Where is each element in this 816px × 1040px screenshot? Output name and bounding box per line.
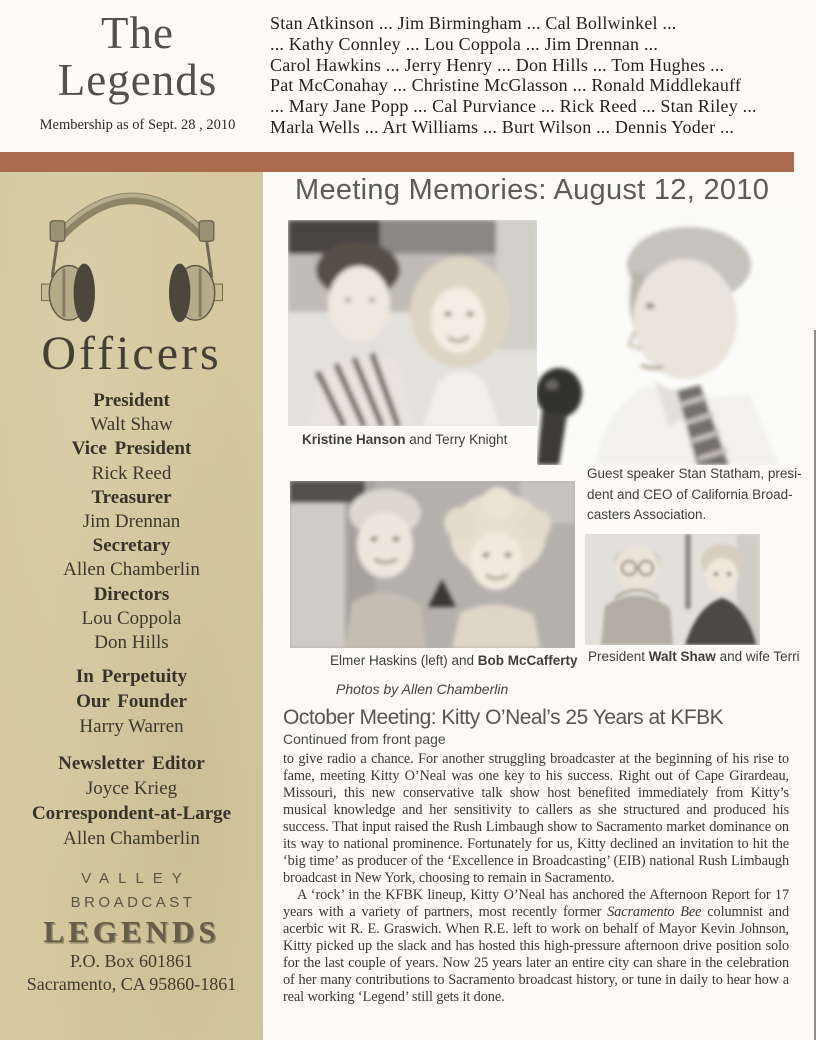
photo-stan-statham	[537, 213, 790, 465]
caption-photo1	[302, 432, 507, 447]
members-line: Stan Atkinson ... Jim Birmingham ... Cal Bollwinkel ...	[270, 13, 677, 33]
members-line: Marla Wells ... Art Williams ... Burt Wilson ... Dennis Yoder ...	[270, 116, 735, 137]
org-name-valley: VALLEY	[81, 870, 191, 888]
photo-kristine-hanson-terry-knight	[288, 220, 538, 426]
members-line: Carol Hawkins ... Jerry Henry ... Don Hills ... Tom Hughes ...	[270, 54, 725, 75]
in-perpetuity-block	[0, 664, 263, 739]
org-city-zip: Sacramento, CA 95860-1861	[26, 974, 237, 995]
photos-credit: Photos by Allen Chamberlin	[336, 681, 509, 697]
caption-photo1-rest: and Terry Knight	[405, 432, 508, 447]
sidebar	[0, 172, 263, 1040]
membership-date-note: Membership as of Sept. 28 , 2010	[39, 117, 236, 133]
officers-roster	[0, 389, 263, 655]
perpetuity-title: In Perpetuity	[75, 666, 188, 688]
editor-title: Newsletter Editor	[58, 753, 205, 775]
organization-block	[0, 870, 263, 996]
founder-name: Harry Warren	[79, 716, 184, 738]
article-paragraph-1: to give radio a chance. For another struggling broadcaster at the beginning of his rise to fame, meeting Kitty O’Neal was one key to his success. Right out of Cape Girardeau, Missouri, this new conservative talk show host benefited immediately from Kitty’s musical knowledge and her sensitivity to callers as she structured and produced his success. That input raised the Rush Limbaugh show to Sacramento market dominance on its way to national prominence. Fortunately for us, Kitty declined an invitation to hit the ‘big time’ as producer of the ‘Excellence in Broadcasting’ (EIB) national Rush Limbaugh broadcast in New York, choosing to remain in Sacramento.	[283, 751, 789, 886]
caption-photo2	[587, 464, 802, 526]
members-list	[270, 13, 805, 138]
caption-photo4-name: Walt Shaw	[648, 649, 716, 664]
correspondent-title: Correspondent-at-Large	[31, 802, 232, 824]
caption-photo3	[330, 653, 578, 668]
office-title: Vice President	[71, 438, 192, 460]
para2-post: columnist and acerbic wit R. E. Graswich. When R.E. left to work on behalf of Mayor Kevin Johnson, Kitty picked up the slack and has hosted this high-pressure afternoon drive position solo for the last couple of years. Now 25 years later an entire city can share in the celebration of her many contributions to Sacramento broadcast history, or tune in daily to hear how a real working ‘Legend’ still gets it done.	[283, 904, 789, 1005]
founder-title: Our Founder	[76, 691, 187, 713]
caption-photo4-rest: and wife Terri	[715, 649, 800, 664]
office-title: President	[93, 390, 170, 411]
meeting-memories-heading: Meeting Memories: August 12, 2010	[295, 174, 770, 206]
caption-photo3-name: Bob McCafferty	[477, 653, 578, 668]
masthead	[0, 0, 816, 152]
caption-photo2-line: casters Association.	[587, 507, 707, 522]
org-po-box: P.O. Box 601861	[69, 951, 194, 972]
october-meeting-article	[283, 706, 789, 1006]
editor-name: Joyce Krieg	[85, 778, 178, 800]
caption-photo2-line: dent and CEO of California Broad-	[587, 486, 793, 502]
newsletter-title-block	[20, 10, 255, 134]
article-heading: October Meeting: Kitty O’Neal’s 25 Years at KFBK	[283, 706, 724, 729]
title-line-2: Legends	[57, 55, 218, 105]
title-line-1: The	[101, 8, 174, 58]
org-name-broadcast: BROADCAST	[70, 894, 196, 912]
newsletter-title	[20, 10, 255, 104]
photo-elmer-haskins-bob-mccafferty	[290, 481, 575, 648]
continued-note: Continued from front page	[283, 731, 446, 747]
main-column	[270, 172, 816, 1040]
officer-name: Lou Coppola	[81, 607, 182, 629]
office-title: Secretary	[92, 535, 171, 557]
office-title: Directors	[93, 583, 170, 605]
officer-name: Jim Drennan	[82, 511, 181, 533]
officer-name: Rick Reed	[91, 462, 172, 484]
office-title: Treasurer	[91, 486, 172, 508]
caption-photo3-pre: Elmer Haskins (left) and	[330, 653, 478, 668]
members-line: Pat McConahay ... Christine McGlasson ... Ronald Middlekauff	[270, 75, 742, 96]
org-name-legends: LEGENDS	[43, 914, 220, 950]
photo-walt-shaw-terri	[585, 534, 760, 645]
officers-heading: Officers	[41, 327, 222, 380]
officer-name: Walt Shaw	[90, 414, 173, 436]
members-line: ... Mary Jane Popp ... Cal Purviance ... Rick Reed ... Stan Riley ...	[270, 96, 757, 117]
editors-block	[0, 752, 263, 851]
correspondent-name: Allen Chamberlin	[63, 827, 200, 849]
officer-name: Don Hills	[94, 632, 169, 654]
para2-publication-name: Sacramento Bee	[607, 904, 702, 920]
caption-photo4	[588, 649, 800, 664]
caption-photo2-line: Guest speaker Stan Statham, presi-	[587, 466, 802, 481]
headphones-icon	[17, 178, 247, 324]
members-line: ... Kathy Connley ... Lou Coppola ... Jim Drennan ...	[270, 33, 659, 54]
officer-name: Allen Chamberlin	[63, 559, 200, 581]
divider-bar	[0, 152, 794, 172]
article-paragraph-2	[283, 887, 789, 1006]
caption-photo4-pre: President	[588, 649, 649, 664]
caption-photo1-names: Kristine Hanson	[302, 432, 406, 447]
para2-pre: A ‘rock’ in the KFBK lineup, Kitty O’Neal has anchored the Afternoon Report for 17 years with a variety of partners, most recently former	[283, 887, 789, 920]
